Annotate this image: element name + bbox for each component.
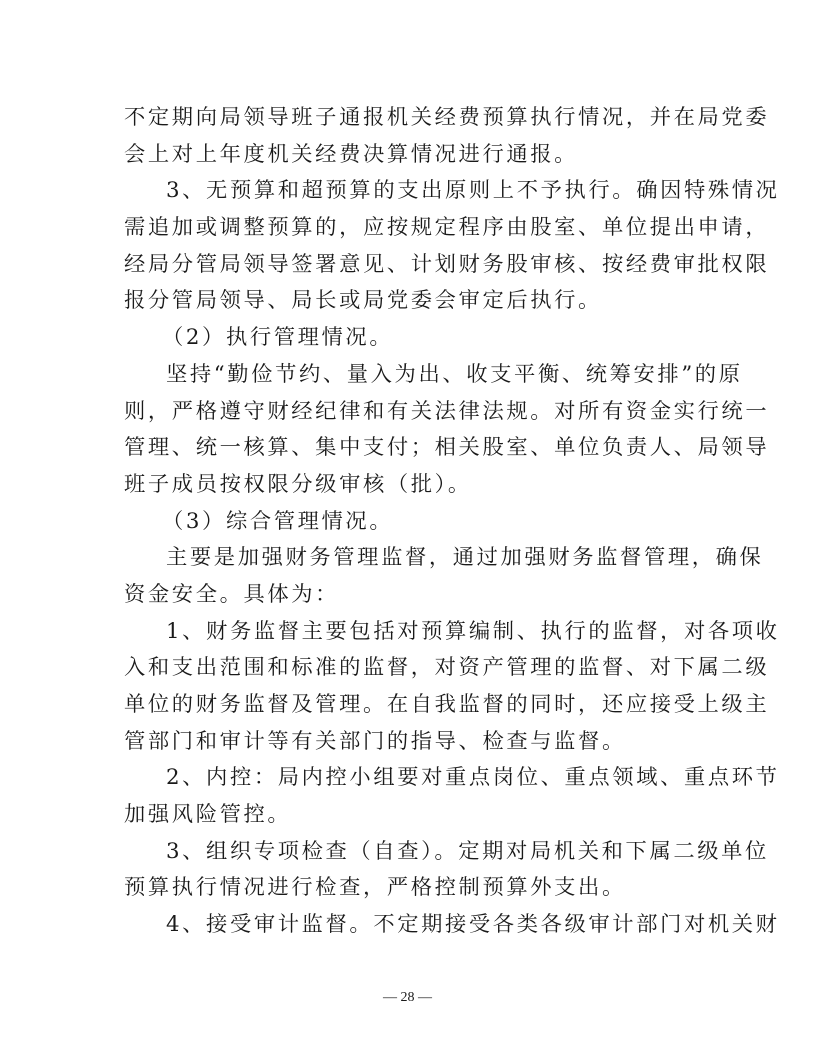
text-line: 经局分管局领导签署意见、计划财务股审核、按经费审批权限 [124, 251, 770, 277]
text-line: 则，严格遵守财经纪律和有关法律法规。对所有资金实行统一 [124, 398, 770, 424]
section-heading: （3）综合管理情况。 [162, 508, 394, 534]
text-line: 管部门和审计等有关部门的指导、检查与监督。 [124, 728, 626, 754]
text-line: 2、内控：局内控小组要对重点岗位、重点领域、重点环节 [166, 765, 780, 791]
text-line: 报分管局领导、局长或局党委会审定后执行。 [124, 288, 602, 314]
text-line: 不定期向局领导班子通报机关经费预算执行情况，并在局党委 [124, 105, 770, 130]
text-line: 加强风险管控。 [124, 802, 292, 828]
section-heading: （2）执行管理情况。 [162, 325, 394, 351]
text-line: 资金安全。具体为： [124, 581, 340, 607]
text-line: 4、接受审计监督。不定期接受各类各级审计部门对机关财 [166, 912, 780, 938]
text-line: 3、无预算和超预算的支出原则上不予执行。确因特殊情况 [166, 178, 780, 204]
text-line: 管理、统一核算、集中支付；相关股室、单位负责人、局领导 [124, 435, 770, 461]
text-line: 入和支出范围和标准的监督，对资产管理的监督、对下属二级 [124, 655, 770, 681]
text-line: 3、组织专项检查（自查）。定期对局机关和下属二级单位 [166, 838, 769, 864]
body-text [124, 100, 780, 944]
text-line: 单位的财务监督及管理。在自我监督的同时，还应接受上级主 [124, 692, 770, 717]
text-line: 会上对上年度机关经费决算情况进行通报。 [124, 141, 579, 167]
text-line: 预算执行情况进行检查，严格控制预算外支出。 [124, 875, 626, 901]
text-line: 班子成员按权限分级审核（批）。 [124, 471, 472, 497]
text-line: 1、财务监督主要包括对预算编制、执行的监督，对各项收 [166, 618, 780, 644]
text-line: 需追加或调整预算的，应按规定程序由股室、单位提出申请， [124, 215, 770, 241]
page-number: — 28 — [383, 990, 432, 1005]
text-line: 坚持“勤俭节约、量入为出、收支平衡、统筹安排”的原 [166, 361, 743, 387]
text-line: 主要是加强财务管理监督，通过加强财务监督管理，确保 [166, 545, 764, 571]
